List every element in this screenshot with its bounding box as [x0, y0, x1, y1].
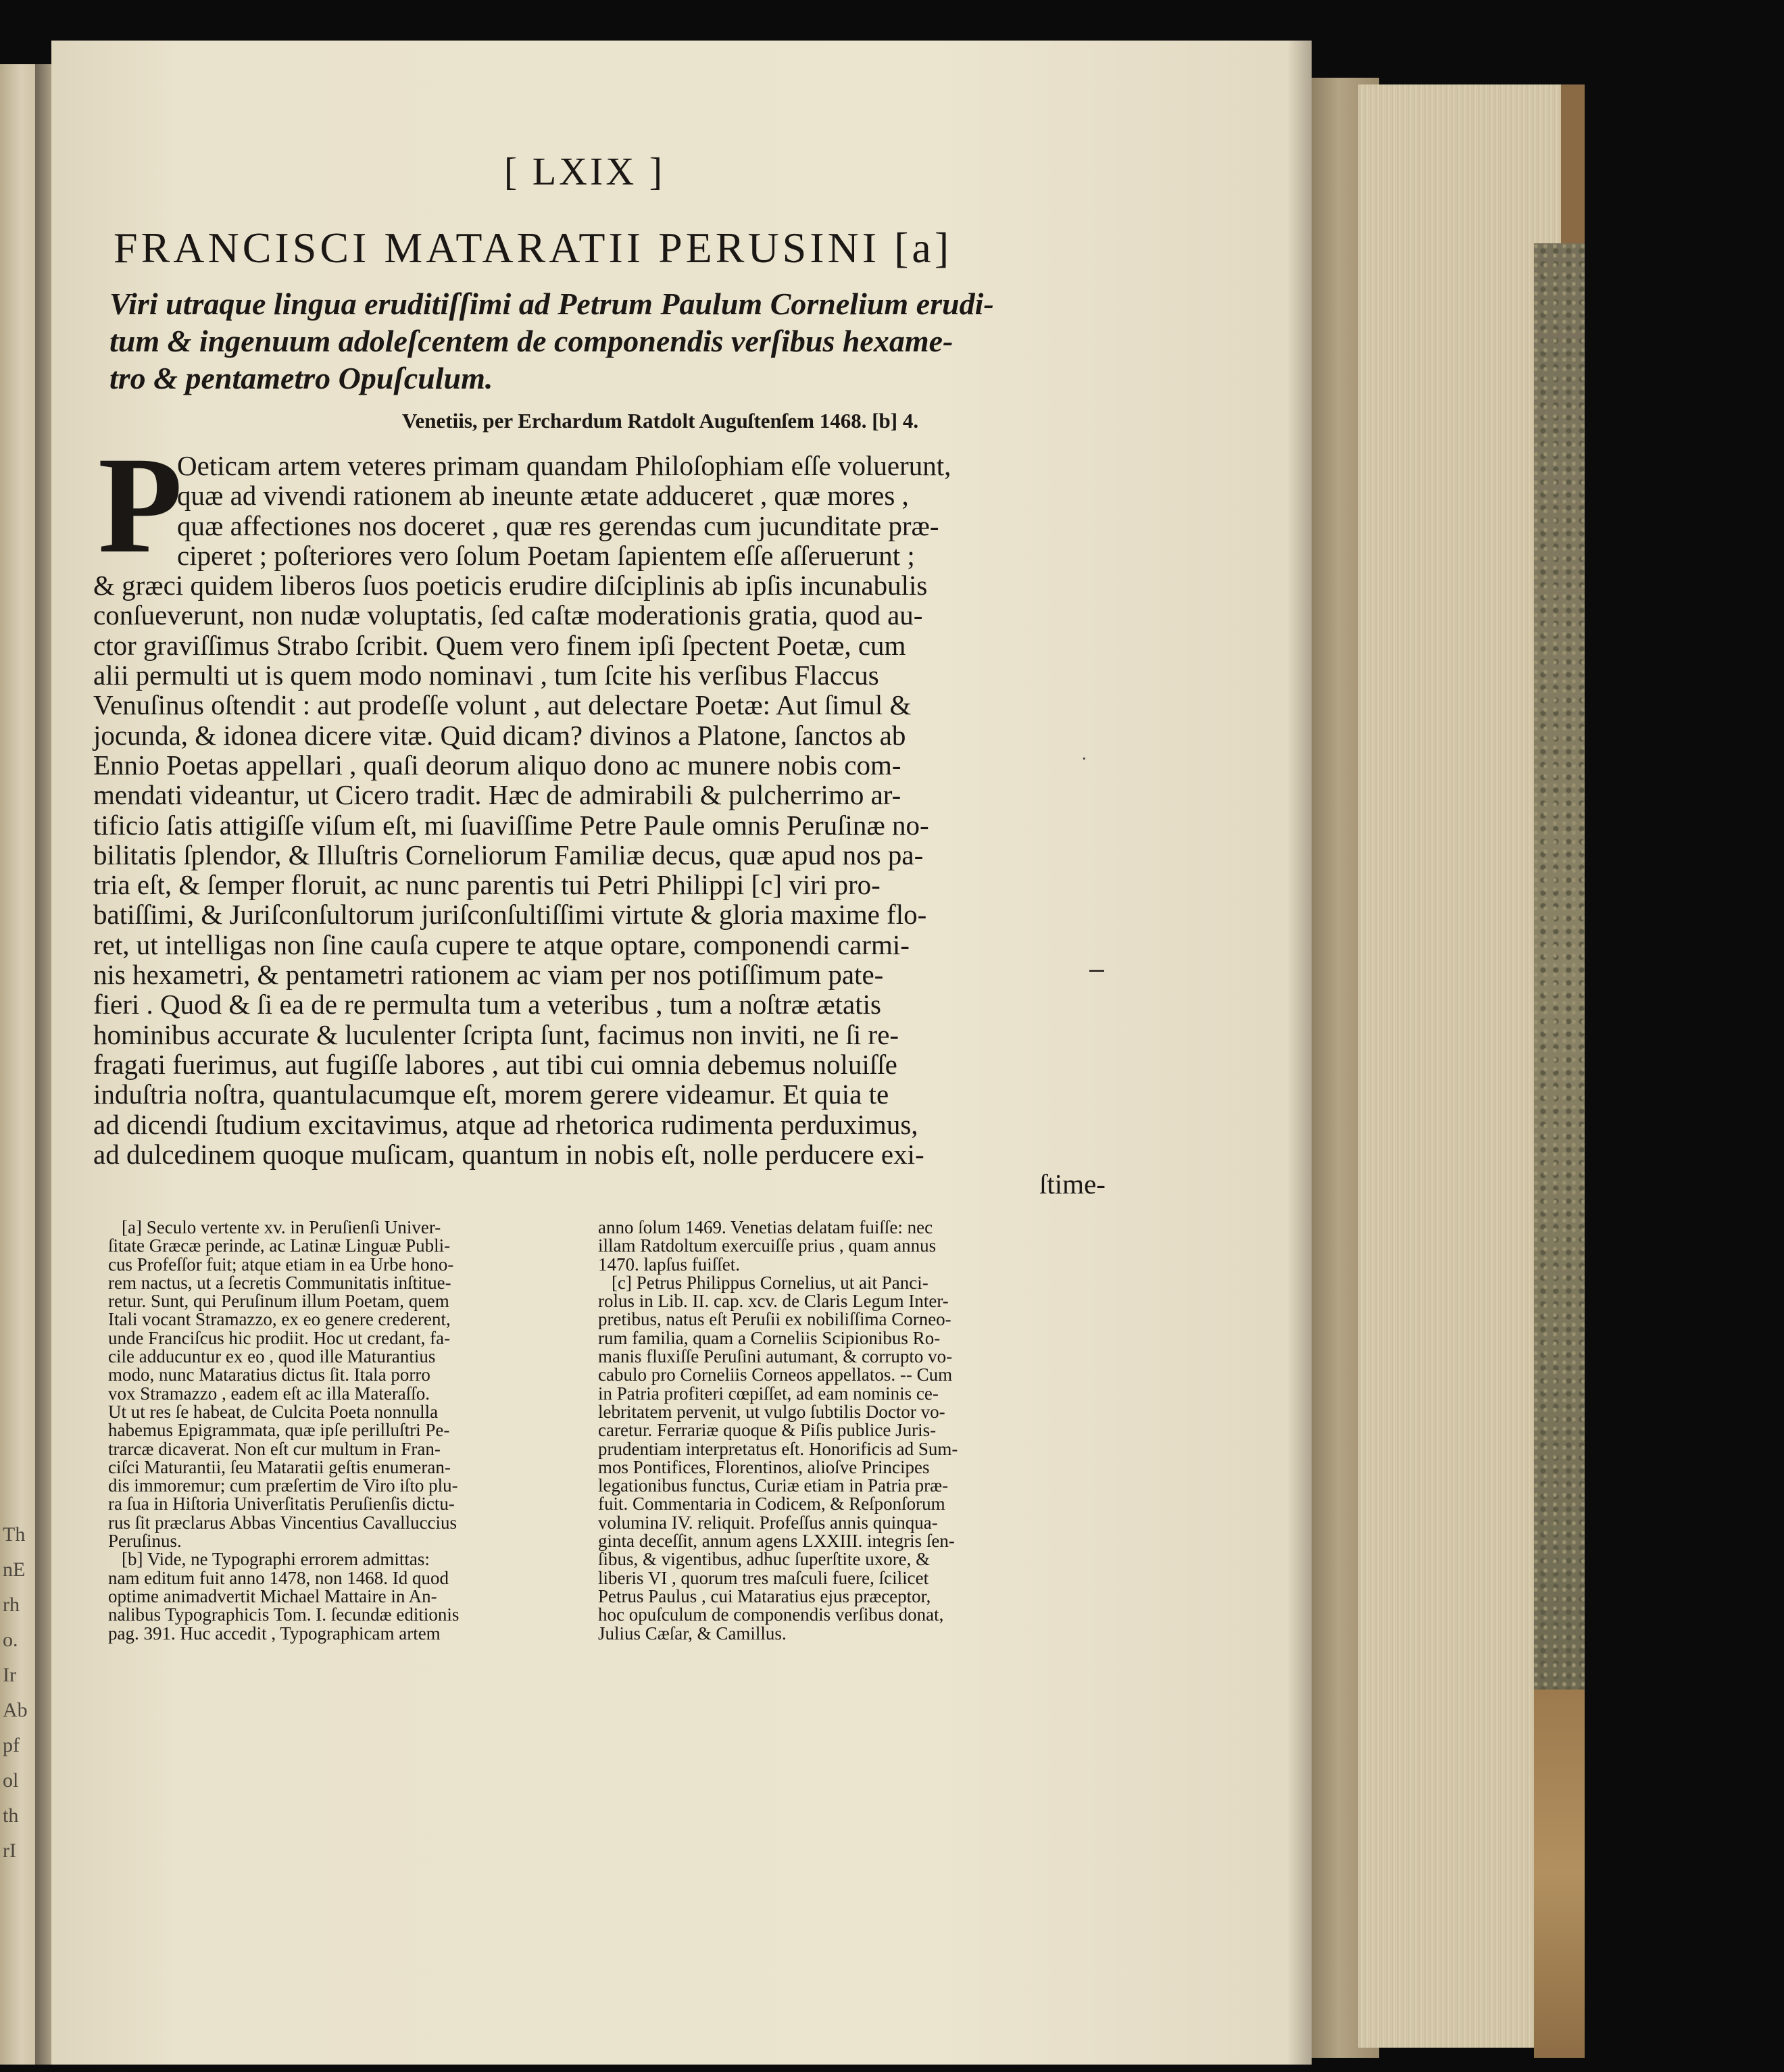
footnote-line: Itali vocant Stramazzo, ex eo genere crederent,: [108, 1309, 451, 1330]
drop-capital: P: [98, 428, 183, 582]
text-line: Ennio Poetas appellari , quaſi deorum aliquo dono ac munere nobis com-: [93, 749, 901, 781]
margin-dash: [1089, 970, 1104, 972]
text-line: alii permulti ut is quem modo nominavi , tum ſcite his verſibus Flaccus: [93, 660, 879, 691]
footnote-line: habemus Epigrammata, quæ ipſe perilluſtri Pe-: [108, 1420, 450, 1441]
work-title: FRANCISCI MATARATII PERUSINI [a]: [114, 224, 953, 272]
footnote-line: ginta deceſſit, annum agens LXXIII. integris ſen-: [598, 1531, 955, 1552]
text-line: ret, ut intelligas non ſine cauſa cupere te atque optare, componendi carmi-: [93, 929, 910, 960]
margin-mark: ·: [1081, 749, 1087, 768]
footnote-line: legationibus functus, Curiæ etiam in Patria præ-: [598, 1475, 949, 1496]
footnote-line: retur. Sunt, qui Peruſinum illum Poetam, quem: [108, 1291, 449, 1312]
ghost-line: rh: [3, 1594, 20, 1616]
footnote-line: Peruſinus.: [108, 1531, 182, 1552]
footnote-line: optime animadvertit Michael Mattaire in An-: [108, 1585, 437, 1606]
footnote-line: pag. 391. Huc accedit , Typographicam artem: [108, 1623, 441, 1644]
footnote-line: nam editum fuit anno 1478, non 1468. Id quod: [108, 1567, 449, 1588]
text-line: batiſſimi, & Juriſconſultorum juriſconſultiſſimi virtute & gloria maxime flo-: [93, 899, 927, 931]
text-line: ctor graviſſimus Strabo ſcribit. Quem vero finem ipſi ſpectent Poetæ, cum: [93, 629, 906, 661]
footnote-line: anno ſolum 1469. Venetias delatam fuiſſe: nec: [598, 1217, 933, 1237]
text-line: fieri . Quod & ſi ea de re permulta tum a veteribus , tum a noſtræ ætatis: [93, 989, 881, 1020]
footnote-line: pretibus, natus eſt Peruſii ex nobiliſſima Corneo-: [598, 1309, 951, 1330]
footnote-line: rolus in Lib. II. cap. xcv. de Claris Legum Inter-: [598, 1291, 949, 1312]
text-line: tria eſt, & ſemper floruit, ac nunc parentis tui Petri Philippi [c] viri pro-: [93, 869, 881, 901]
ghost-line: Ir: [3, 1664, 16, 1686]
footnotes-right-column: [598, 1218, 1085, 1643]
ghost-line: Ab: [3, 1699, 28, 1721]
footnote-line: ſibus, & vigentibus, adhuc ſuperſtite uxore, &: [598, 1549, 931, 1570]
text-line: ad dicendi ſtudium excitavimus, atque ad rhetorica rudimenta perduximus,: [93, 1108, 918, 1140]
ghost-line: Th: [3, 1523, 26, 1546]
footnote-line: lebritatem pervenit, ut vulgo ſubtilis Doctor vo-: [598, 1401, 945, 1422]
book-gutter: [35, 64, 51, 2065]
footnote-line: caretur. Ferrariæ quoque & Piſis publice Juris-: [598, 1420, 937, 1441]
text-line: & græci quidem liberos ſuos poeticis erudire diſciplinis ab ipſis incunabulis: [93, 570, 928, 601]
footnote-line: unde Franciſcus hic prodiit. Hoc ut credant, fa-: [108, 1327, 451, 1348]
footnotes-left-column: [108, 1218, 581, 1643]
footnote-line: rem nactus, ut a ſecretis Communitatis inſtitue-: [108, 1272, 451, 1293]
footnote-line: ſitate Græcæ perinde, ac Latinæ Linguæ Publi-: [108, 1235, 451, 1256]
footnote-line: liberis VI , quorum tres maſculi fuere, ſcilicet: [598, 1567, 929, 1588]
footnote-line: [c] Petrus Philippus Cornelius, ut ait Panci-: [612, 1272, 928, 1293]
text-line: quæ affectiones nos doceret , quæ res gerendas cum jucunditate præ-: [177, 510, 939, 541]
text-line: hominibus accurate & luculenter ſcripta ſunt, facimus non inviti, ne ſi re-: [93, 1018, 899, 1050]
footnote-line: illam Ratdoltum exercuiſſe prius , quam annus: [598, 1235, 937, 1256]
imprint-line: Venetiis, per Erchardum Ratdolt Auguſtenſem 1468. [b] 4.: [402, 409, 919, 433]
text-line: ciperet ; poſteriores vero ſolum Poetam ſapientem eſſe aſſeruerunt ;: [177, 539, 915, 571]
main-text: [93, 450, 1106, 1200]
footnote-line: fuit. Commentaria in Codicem, & Reſponſorum: [598, 1494, 945, 1514]
footnote-line: trarcæ dicaverat. Non eſt cur multum in Fran-: [108, 1438, 441, 1459]
footnote-line: rum familia, quam a Corneliis Scipionibus Ro-: [598, 1327, 941, 1348]
marbled-cover-board: [1534, 243, 1585, 1689]
page-number-header: [ LXIX ]: [503, 149, 666, 193]
footnote-line: rus ſit præclarus Abbas Vincentius Cavalluccius: [108, 1512, 457, 1533]
footnote-line: cile adducuntur ex eo , quod ille Maturantius: [108, 1346, 436, 1367]
ghost-line: nE: [3, 1558, 26, 1581]
ghost-line: pf: [3, 1734, 20, 1756]
footnote-line: ra ſua in Hiſtoria Univerſitatis Peruſienſis dictu-: [108, 1494, 455, 1514]
footnote-line: cabulo pro Corneliis Corneos appellatos. -- Cum: [598, 1364, 953, 1385]
footnote-line: Petrus Paulus , cui Mataratius ejus præceptor,: [598, 1585, 931, 1606]
text-line: tificio ſatis attigiſſe viſum eſt, mi ſuaviſſime Petre Paule omnis Peruſinæ no-: [93, 809, 929, 841]
footnote-line: mos Pontifices, Florentinos, alioſve Principes: [598, 1456, 930, 1477]
footnote-line: dis immoremur; cum præſertim de Viro iſto plu-: [108, 1475, 458, 1496]
footnote-line: hoc opuſculum de componendis verſibus donat,: [598, 1604, 944, 1625]
work-subtitle: [109, 285, 1076, 397]
footnote-line: nalibus Typographicis Tom. I. ſecundæ editionis: [108, 1604, 460, 1625]
left-page-edge: [0, 64, 35, 2065]
subtitle-line: tum & ingenuum adoleſcentem de componendis verſibus hexame-: [109, 324, 953, 358]
left-page-ghost-text: [3, 1517, 30, 1869]
footnote-line: manis fluxiſſe Peruſini autumant, & corrupto vo-: [598, 1346, 953, 1367]
text-line: Oeticam artem veteres primam quandam Philoſophiam eſſe voluerunt,: [177, 450, 951, 481]
page-block-edges: [1358, 84, 1561, 2048]
footnote-line: Julius Cæſar, & Camillus.: [598, 1623, 787, 1644]
page-edge-shadow: [1287, 41, 1312, 2065]
footnote-line: volumina IV. reliquit. Profeſſus annis quinqua-: [598, 1512, 938, 1533]
footnote-line: [b] Vide, ne Typographi errorem admittas:: [122, 1549, 430, 1570]
text-line: fragati fuerimus, aut fugiſſe labores , aut tibi cui omnia debemus noluiſſe: [93, 1048, 897, 1080]
text-line: quæ ad vivendi rationem ab ineunte ætate adduceret , quæ mores ,: [177, 480, 909, 512]
text-line: Venuſinus oſtendit : aut prodeſſe volunt , aut delectare Poetæ: Aut ſimul &: [93, 689, 912, 721]
footnote-line: modo, nunc Mataratius dictus ſit. Itala porro: [108, 1364, 430, 1385]
text-line: induſtria noſtra, quantulacumque eſt, morem gerere videamur. Et quia te: [93, 1079, 889, 1110]
ghost-line: th: [3, 1804, 19, 1827]
text-line: bilitatis ſplendor, & Illuſtris Corneliorum Familiæ decus, quæ apud nos pa-: [93, 839, 924, 870]
subtitle-line: tro & pentametro Opuſculum.: [109, 361, 493, 395]
footnote-line: cus Profeſſor fuit; atque etiam in ea Urbe hono-: [108, 1254, 454, 1275]
ghost-line: rI: [3, 1840, 16, 1862]
text-line: jocunda, & idonea dicere vitæ. Quid dicam? divinos a Platone, ſanctos ab: [93, 719, 906, 751]
text-line: conſueverunt, non nudæ voluptatis, ſed caſtæ moderationis gratia, quod au-: [93, 599, 923, 631]
footnote-line: 1470. lapſus fuiſſet.: [598, 1254, 740, 1275]
footnote-line: in Patria profiteri cœpiſſet, ad eam nominis ce-: [598, 1383, 939, 1404]
footnote-line: [a] Seculo vertente xv. in Peruſienſi Univer-: [122, 1217, 441, 1237]
footnote-line: vox Stramazzo , eadem eſt ac illa Materaſſo.: [108, 1383, 430, 1404]
catchword: ſtime-: [1039, 1168, 1106, 1200]
footnote-line: ciſci Maturantii, ſeu Mataratii geſtis enumeran-: [108, 1456, 451, 1477]
leather-cover-corner: [1534, 1689, 1585, 2058]
text-line: mendati videantur, ut Cicero tradit. Hæc de admirabili & pulcherrimo ar-: [93, 779, 901, 811]
subtitle-line: Viri utraque lingua eruditiſſimi ad Petrum Paulum Cornelium erudi-: [109, 287, 994, 321]
footnote-line: prudentiam interpretatus eſt. Honorificis ad Sum-: [598, 1438, 958, 1459]
footnote-line: Ut ut res ſe habeat, de Culcita Poeta nonnulla: [108, 1401, 439, 1422]
ghost-line: ol: [3, 1769, 19, 1792]
text-line: nis hexametri, & pentametri rationem ac viam per nos potiſſimum pate-: [93, 959, 884, 991]
ghost-line: o.: [3, 1629, 18, 1651]
text-line: ad dulcedinem quoque muſicam, quantum in nobis eſt, nolle perducere exi-: [93, 1138, 924, 1170]
